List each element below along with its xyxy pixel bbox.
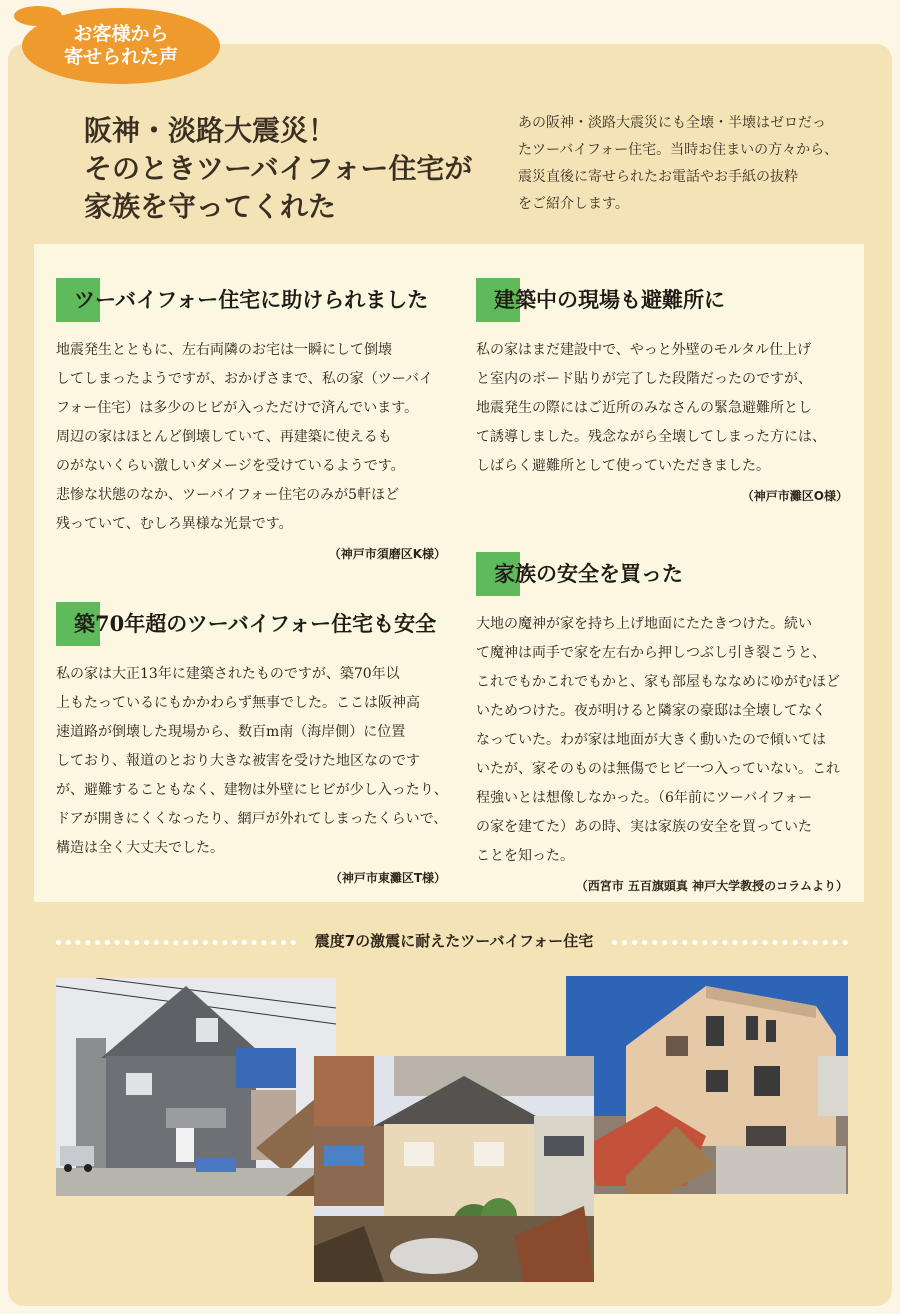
article-line: て誘導しました。残念ながら全壊してしまった方には、 [476,429,826,445]
article-line: て魔神は両手で家を左右から押しつぶし引き裂こうと、 [476,645,826,661]
headline-line-2: そのときツーバイフォー住宅が [84,152,473,185]
badge-line-2: 寄せられた声 [63,46,178,68]
article-line: しばらく避難所として使っていただきました。 [476,458,770,474]
article-body [476,610,848,871]
article-title [476,278,848,322]
headline-line-3: 家族を守ってくれた [84,190,337,223]
article-body [56,660,446,863]
article-title-text: ツーバイフォー住宅に助けられました [74,287,429,312]
article-attribution: （神戸市須磨区K様） [328,547,446,561]
article-title-text: 築70年超のツーバイフォー住宅も安全 [74,611,437,636]
article-title-text: 家族の安全を買った [494,561,683,586]
photo-damaged-neighborhood [314,1056,594,1282]
article-title [476,552,848,596]
intro-line-2: たツーバイフォー住宅。当時お住まいの方々から、 [518,142,839,158]
article-attribution: （神戸市東灘区T様） [329,871,446,885]
article-line: 構造は全く大丈夫でした。 [56,840,224,856]
article-line: 大地の魔神が家を持ち上げ地面にたたきつけた。続い [476,616,812,632]
article-line: が、避難することもなく、建物は外壁にヒビが少し入ったり、 [56,782,448,798]
intro-line-3: 震災直後に寄せられたお電話やお手紙の抜粋 [518,169,798,185]
intro-line-1: あの阪神・淡路大震災にも全壊・半壊はゼロだっ [518,115,826,131]
article-title-text: 建築中の現場も避難所に [494,287,725,312]
intro-line-4: をご紹介します。 [518,196,629,212]
article-line: 私の家はまだ建設中で、やっと外壁のモルタル仕上げ [476,342,812,358]
dotted-rule-right [612,940,848,945]
article-line: 速道路が倒壊した現場から、数百m南（海岸側）に位置 [56,724,406,740]
photo-caption: 震度7の激震に耐えたツーバイフォー住宅 [314,932,594,950]
article-line: 程強いとは想像しなかった。（6年前にツーバイフォー [476,790,813,806]
article-title [56,278,446,322]
article-line: のがないくらい激しいダメージを受けているようです。 [56,458,405,474]
section-badge [22,8,220,84]
photo-beige-building [566,976,848,1194]
article-line: いたが、家そのものは無傷でヒビ一つ入っていない。これ [476,761,840,777]
article-line: 私の家は大正13年に建築されたものですが、築70年以 [56,666,400,682]
page-headline [84,112,504,226]
article-1 [56,278,446,562]
article-line: いためつけた。夜が明けると隣家の豪邸は全壊してなく [476,703,826,719]
article-body [476,336,848,481]
headline-line-1: 阪神・淡路大震災！ [84,114,337,147]
article-title [56,602,446,646]
dotted-rule-left [56,940,296,945]
article-line: なっていた。わが家は地面が大きく動いたので傾いては [476,732,826,748]
article-line: してしまったようですが、おかげさまで、私の家（ツーバイ [56,371,434,387]
article-line: 上もたっているにもかかわらず無事でした。ここは阪神高 [56,695,420,711]
article-line: ドアが開きにくくなったり、網戸が外れてしまったくらいで、 [56,811,448,827]
article-3 [476,278,848,504]
article-line: 残っていて、むしろ異様な光景です。 [56,516,293,532]
article-line: の家を建てた）あの時、実は家族の安全を買っていた [476,819,812,835]
testimonials-box [34,244,864,902]
article-attribution: （神戸市灘区O様） [741,489,848,503]
article-line: 地震発生の際にはご近所のみなさんの緊急避難所とし [476,400,812,416]
article-line: ことを知った。 [476,848,574,864]
article-line: 周辺の家はほとんど倒壊していて、再建築に使えるも [56,429,392,445]
article-line: これでもかこれでもかと、家も部屋もななめにゆがむほど [476,674,840,690]
article-line: 地震発生とともに、左右両隣のお宅は一瞬にして倒壊 [56,342,392,358]
article-2 [56,602,446,886]
article-attribution: （西宮市 五百旗頭真 神戸大学教授のコラムより） [575,879,848,893]
badge-line-1: お客様から [73,23,169,45]
article-4 [476,552,848,894]
photo-grey-house [56,978,336,1196]
article-line: しており、報道のとおり大きな被害を受けた地区なのです [56,753,420,769]
article-body [56,336,446,539]
article-line: フォー住宅）は多少のヒビが入っただけで済んでいます。 [56,400,419,416]
article-line: と室内のボード貼りが完了した段階だったのですが、 [476,371,812,387]
article-line: 悲惨な状態のなか、ツーバイフォー住宅のみが5軒ほど [56,487,400,503]
intro-text [518,110,848,218]
